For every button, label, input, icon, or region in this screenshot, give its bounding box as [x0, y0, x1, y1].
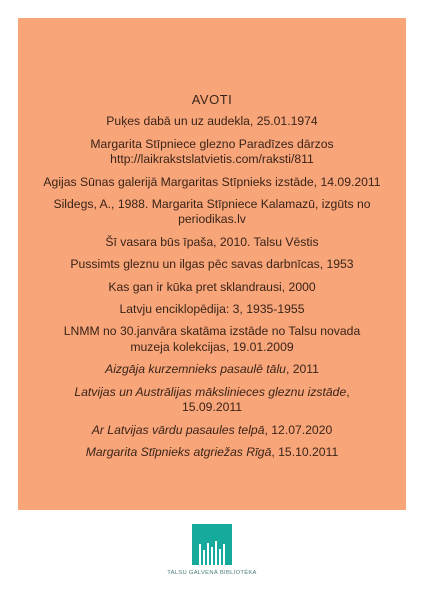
- source-title: Latvijas un Austrālijas mākslinieces gleznu izstāde: [74, 384, 347, 399]
- source-line: [28, 385, 396, 400]
- books-icon: [192, 524, 232, 565]
- source-line: [28, 362, 396, 377]
- source-text: Sildegs, A., 1988. Margarita Stīpniece Kalamazū, izgūts no: [53, 197, 371, 212]
- source-item: [18, 302, 406, 317]
- source-text: Margarita Stīpniece glezno Paradīzes dārzos: [90, 136, 334, 151]
- sources-panel: [18, 18, 406, 510]
- source-title: Ar Latvijas vārdu pasaules telpā: [91, 422, 265, 437]
- logo-text: TALSU GALVENĀ BIBLIOTĒKA: [167, 570, 257, 576]
- heading: AVOTI: [191, 92, 233, 107]
- source-text: periodikas.lv: [178, 212, 246, 227]
- source-item: [18, 114, 406, 129]
- source-item: [18, 445, 406, 460]
- source-date: , 12.07.2020: [264, 422, 333, 437]
- source-item: [18, 385, 406, 416]
- source-item: [18, 175, 406, 190]
- source-item: [18, 197, 406, 228]
- source-url: http://laikrakstslatvietis.com/raksti/811: [110, 152, 314, 167]
- source-text: Puķes dabā un uz audekla, 25.01.1974: [106, 114, 318, 129]
- source-text: Kas gan ir kūka pret sklandrausi, 2000: [108, 279, 316, 294]
- source-text: LNMM no 30.janvāra skatāma izstāde no Talsu novada: [63, 324, 361, 339]
- source-title: Aizgāja kurzemnieks pasaulē tālu: [105, 362, 286, 377]
- source-date: 15.09.2011: [181, 400, 243, 415]
- source-date: ,: [346, 384, 350, 399]
- source-text: Latvju enciklopēdija: 3, 1935-1955: [119, 302, 305, 317]
- source-date: , 15.10.2011: [271, 444, 339, 459]
- source-item: [18, 137, 406, 168]
- source-text: Pussimts gleznu un ilgas pēc savas darbnīcas, 1953: [70, 257, 354, 272]
- sources-list: [18, 92, 406, 467]
- source-text: Agijas Sūnas galerijā Margaritas Stīpnieks izstāde, 14.09.2011: [43, 174, 381, 189]
- source-title: Margarita Stīpnieks atgriežas Rīgā: [85, 444, 272, 459]
- library-logo: [139, 524, 285, 584]
- source-item: [18, 280, 406, 295]
- source-line: [28, 445, 396, 460]
- source-item: [18, 362, 406, 377]
- source-item: [18, 257, 406, 272]
- source-item: [18, 324, 406, 355]
- source-text: Šī vasara būs īpaša, 2010. Talsu Vēstis: [105, 234, 319, 249]
- source-line: [28, 423, 396, 438]
- source-item: [18, 235, 406, 250]
- source-item: [18, 423, 406, 438]
- source-text: muzeja kolekcijas, 19.01.2009: [130, 339, 294, 354]
- source-date: , 2011: [285, 362, 319, 377]
